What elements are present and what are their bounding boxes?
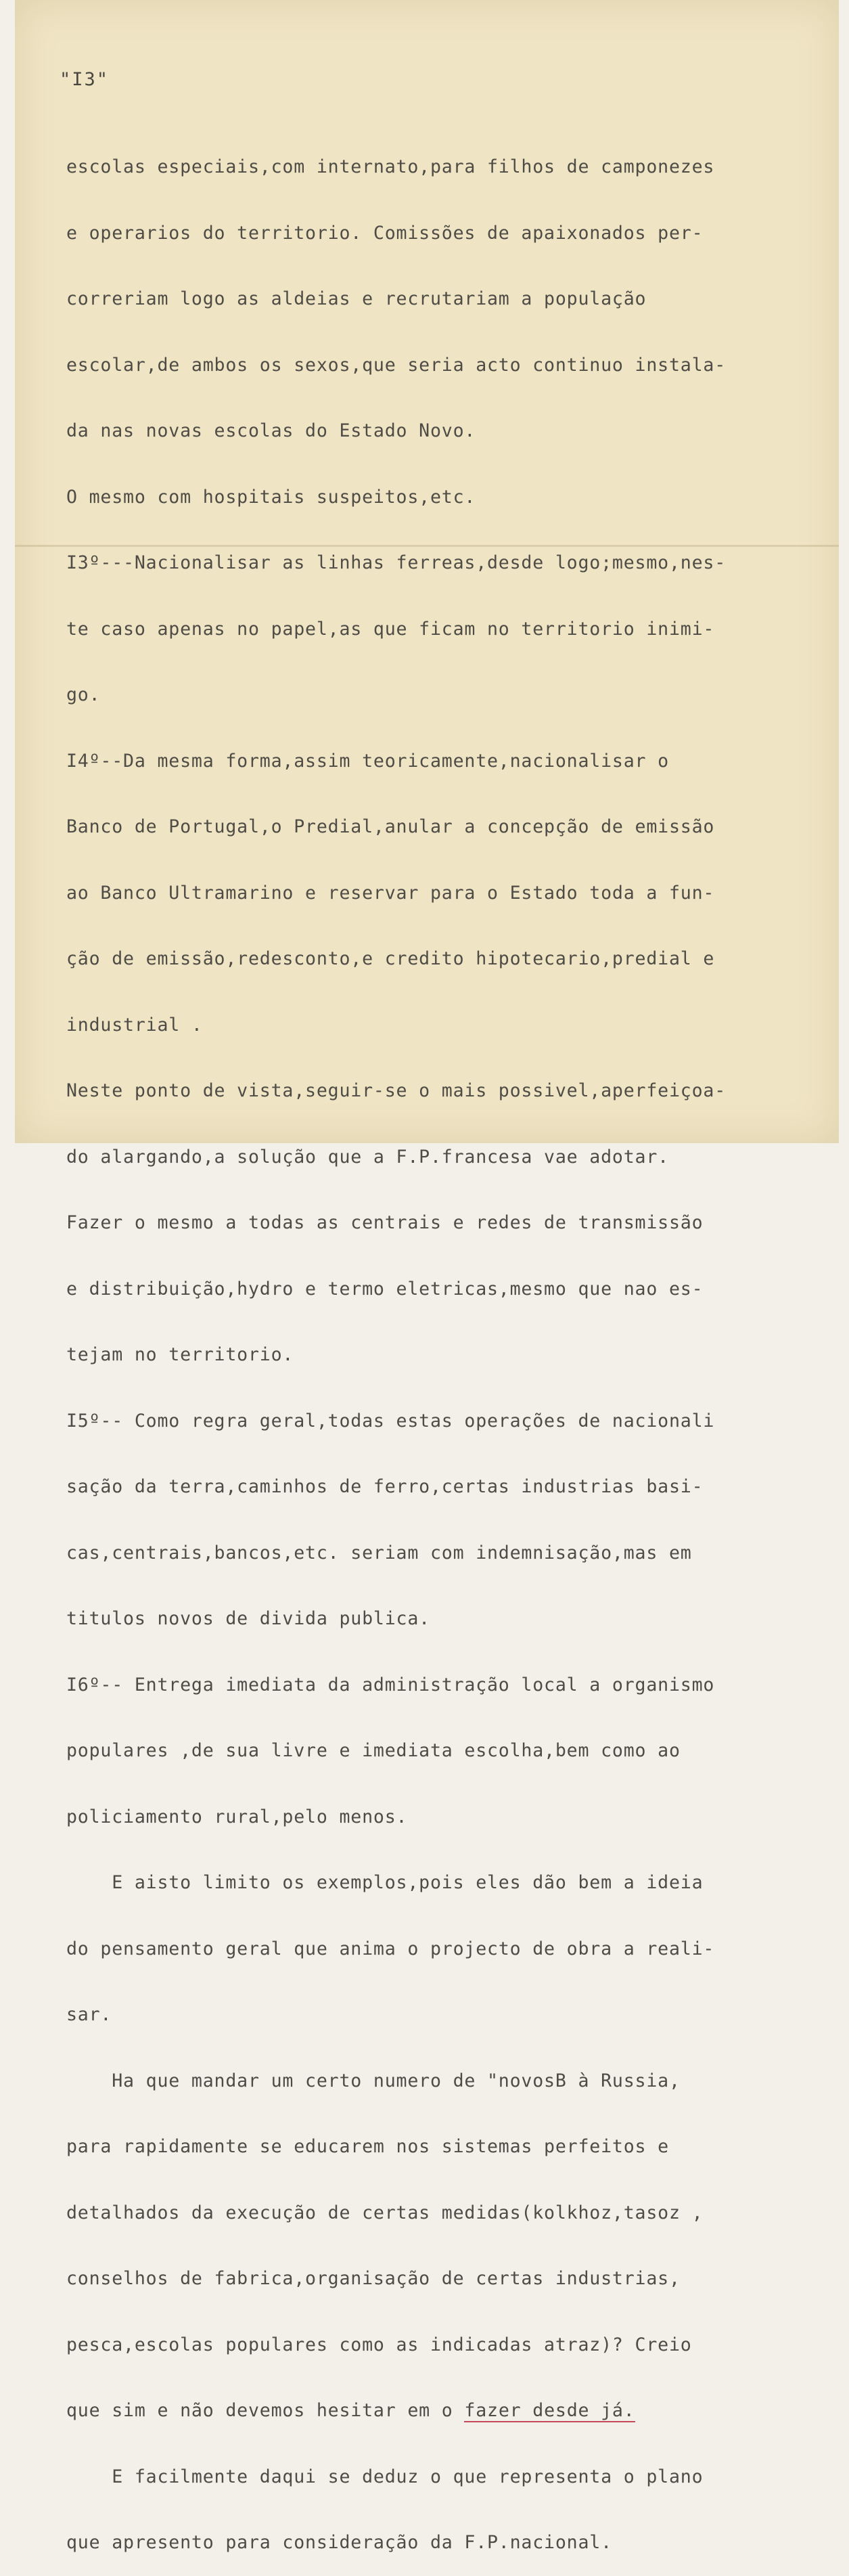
text-line: industrial . <box>66 1014 203 1036</box>
text-line: titulos novos de divida publica. <box>66 1608 430 1629</box>
text-line: que apresento para consideração da F.P.nacional. <box>66 2532 612 2553</box>
document-body <box>66 112 837 2576</box>
text-line: I5º-- Como regra geral,todas estas operações de nacionali <box>66 1410 715 1431</box>
text-line: E facilmente daqui se deduz o que representa o plano <box>66 2466 704 2487</box>
text-line: escolas especiais,com internato,para filhos de camponezes <box>66 156 715 177</box>
text-line: Banco de Portugal,o Predial,anular a concepção de emissão <box>66 816 715 837</box>
text-line: escolar,de ambos os sexos,que seria acto continuo instala- <box>66 354 727 376</box>
text-line: correriam logo as aldeias e recrutariam a população <box>66 288 647 309</box>
text-line: O mesmo com hospitais suspeitos,etc. <box>66 486 476 508</box>
text-line: sação da terra,caminhos de ferro,certas industrias basi- <box>66 1476 704 1497</box>
text-line: detalhados da execução de certas medidas(kolkhoz,tasoz , <box>66 2202 704 2223</box>
text-line: pesca,escolas populares como as indicadas atraz)? Creio <box>66 2334 692 2355</box>
text-line: te caso apenas no papel,as que ficam no territorio inimi- <box>66 618 715 640</box>
text-line-with-underline <box>66 2400 837 2422</box>
text-line: populares ,de sua livre e imediata escolha,bem como ao <box>66 1740 681 1761</box>
text-line: go. <box>66 684 101 705</box>
text-line-start: que sim e não devemos hesitar em o <box>66 2400 465 2421</box>
text-line: Fazer o mesmo a todas as centrais e redes de transmissão <box>66 1212 704 1233</box>
text-line: para rapidamente se educarem nos sistemas perfeitos e <box>66 2136 669 2157</box>
text-line: ção de emissão,redesconto,e credito hipotecario,predial e <box>66 948 715 969</box>
text-line: I6º-- Entrega imediata da administração local a organismo <box>66 1674 715 1695</box>
text-line: I3º---Nacionalisar as linhas ferreas,desde logo;mesmo,nes- <box>66 552 727 573</box>
text-line: Ha que mandar um certo numero de "novosB à Russia, <box>66 2070 681 2091</box>
text-line: ao Banco Ultramarino e reservar para o Estado toda a fun- <box>66 882 715 904</box>
text-line: do pensamento geral que anima o projecto de obra a reali- <box>66 1938 715 1959</box>
text-line: sar. <box>66 2004 112 2025</box>
text-line: da nas novas escolas do Estado Novo. <box>66 420 476 441</box>
text-line: Neste ponto de vista,seguir-se o mais possivel,aperfeiçoa- <box>66 1080 727 1101</box>
text-line: do alargando,a solução que a F.P.francesa vae adotar. <box>66 1146 669 1168</box>
text-line: conselhos de fabrica,organisação de certas industrias, <box>66 2268 681 2289</box>
text-line: E aisto limito os exemplos,pois eles dão bem a ideia <box>66 1872 704 1893</box>
text-line: I4º--Da mesma forma,assim teoricamente,nacionalisar o <box>66 750 669 772</box>
text-line: tejam no territorio. <box>66 1344 294 1365</box>
text-line: policiamento rural,pelo menos. <box>66 1806 408 1827</box>
underlined-phrase: fazer desde já. <box>464 2400 635 2421</box>
text-line: cas,centrais,bancos,etc. seriam com indemnisação,mas em <box>66 1542 692 1563</box>
text-line: e operarios do territorio. Comissões de apaixonados per- <box>66 222 704 244</box>
text-line: e distribuição,hydro e termo eletricas,mesmo que nao es- <box>66 1278 704 1300</box>
page-number: "I3" <box>60 69 110 90</box>
